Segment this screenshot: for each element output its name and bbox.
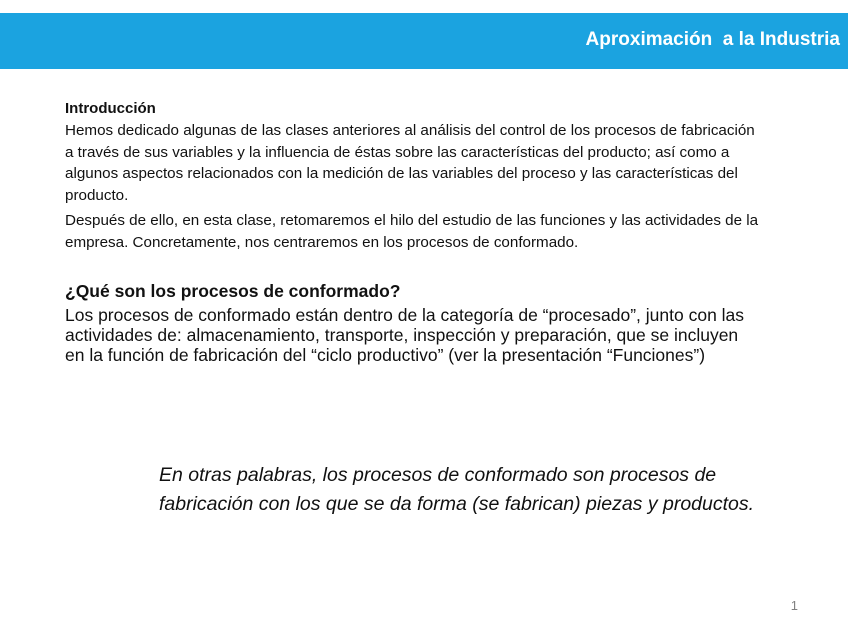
- header-bar: [0, 13, 848, 69]
- quote-text: En otras palabras, los procesos de conformado son procesos de fabricación con los que se da forma (se fabrican) piezas y productos.: [159, 464, 755, 515]
- question-heading: ¿Qué son los procesos de conformado?: [65, 281, 401, 301]
- intro-paragraph-1: Hemos dedicado algunas de las clases anteriores al análisis del control de los procesos de fabricación a través de sus variables y la influencia de éstas sobre las características del producto; así como a algunos aspectos relacionados con la medición de las variables del proceso y las características del producto.: [65, 122, 755, 204]
- page-number: 1: [790, 598, 798, 613]
- slide-content: [65, 98, 765, 365]
- intro-paragraph-2: Después de ello, en esta clase, retomaremos el hilo del estudio de las funciones y las actividades de la empresa. Concretamente, nos centraremos en los procesos de conformado.: [65, 212, 759, 251]
- header-title: Aproximación a la Industria: [585, 29, 840, 50]
- intro-heading: Introducción: [65, 100, 156, 117]
- question-paragraph: Los procesos de conformado están dentro de la categoría de “procesado”, junto con las actividades de: almacenamiento, transporte, inspección y preparación, que se incluyen en la función de fabricación del “ciclo productivo” (ver la presentación “Funciones”): [65, 305, 745, 365]
